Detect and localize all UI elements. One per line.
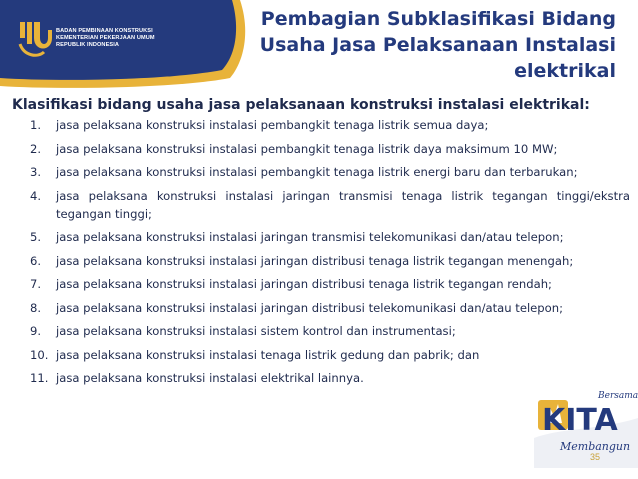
list-item (30, 322, 630, 340)
item-text: jasa pelaksana konstruksi instalasi elektrikal lainnya. (56, 371, 364, 385)
intro-heading: Klasifikasi bidang usaha jasa pelaksanaan konstruksi instalasi elektrikal: (12, 97, 590, 113)
badge-line1: Bersama (598, 391, 638, 401)
item-text: jasa pelaksana konstruksi instalasi jaringan distribusi tenaga listrik tegangan menengah; (56, 253, 574, 268)
item-number: 6. (30, 253, 42, 268)
list-item (30, 299, 630, 317)
org-line: KEMENTERIAN PEKERJAAN UMUM (56, 35, 155, 41)
item-text: jasa pelaksana konstruksi instalasi jaringan distribusi telekomunikasi dan/atau telepon; (56, 300, 564, 315)
item-number: 9. (30, 324, 42, 338)
item-number: 1. (30, 118, 42, 132)
item-text: jasa pelaksana konstruksi instalasi pembangkit tenaga listrik semua daya; (56, 118, 489, 132)
org-line: BADAN PEMBINAAN KONSTRUKSI (56, 28, 153, 34)
badge-line3: Membangun (560, 440, 631, 453)
list-item (30, 140, 630, 158)
item-text: jasa pelaksana konstruksi instalasi jaringan distribusi tenaga listrik tegangan rendah; (56, 277, 552, 291)
item-text: jasa pelaksana konstruksi instalasi pembangkit tenaga listrik energi baru dan terbarukan; (56, 165, 578, 179)
organization-name (56, 28, 176, 49)
item-number: 11. (30, 371, 49, 385)
title-line: elektrikal (514, 60, 616, 82)
item-text: jasa pelaksana konstruksi instalasi jaringan transmisi tenaga listrik tegangan tinggi/ekstra tegangan tinggi; (56, 188, 630, 221)
badge-word: KITA (542, 403, 618, 438)
list-item (30, 252, 630, 270)
title-line: Usaha Jasa Pelaksanaan Instalasi (259, 34, 616, 56)
title-line: Pembagian Subklasifikasi Bidang (260, 8, 616, 30)
item-number: 8. (30, 300, 42, 315)
item-text: jasa pelaksana konstruksi instalasi sistem kontrol dan instrumentasi; (56, 324, 456, 338)
item-text: jasa pelaksana konstruksi instalasi jaringan transmisi telekomunikasi dan/atau telepon; (56, 230, 564, 244)
bersama-kita-membangun-logo (530, 378, 638, 468)
list-item (30, 187, 630, 223)
item-number: 2. (30, 141, 42, 156)
list-item (30, 346, 630, 364)
page-number: 35 (590, 452, 601, 462)
item-number: 7. (30, 277, 42, 291)
item-number: 5. (30, 230, 42, 244)
slide-title (236, 6, 616, 84)
item-number: 3. (30, 165, 42, 179)
list-item (30, 116, 630, 134)
item-text: jasa pelaksana konstruksi instalasi pembangkit tenaga listrik daya maksimum 10 MW; (56, 141, 558, 156)
classification-list (30, 116, 630, 393)
pu-logo-icon (18, 20, 52, 60)
item-text: jasa pelaksana konstruksi instalasi tenaga listrik gedung dan pabrik; dan (56, 347, 480, 362)
org-line: REPUBLIK INDONESIA (56, 42, 120, 48)
list-item (30, 275, 630, 293)
item-number: 10. (30, 347, 49, 362)
list-item (30, 163, 630, 181)
list-item (30, 228, 630, 246)
item-number: 4. (30, 188, 42, 203)
